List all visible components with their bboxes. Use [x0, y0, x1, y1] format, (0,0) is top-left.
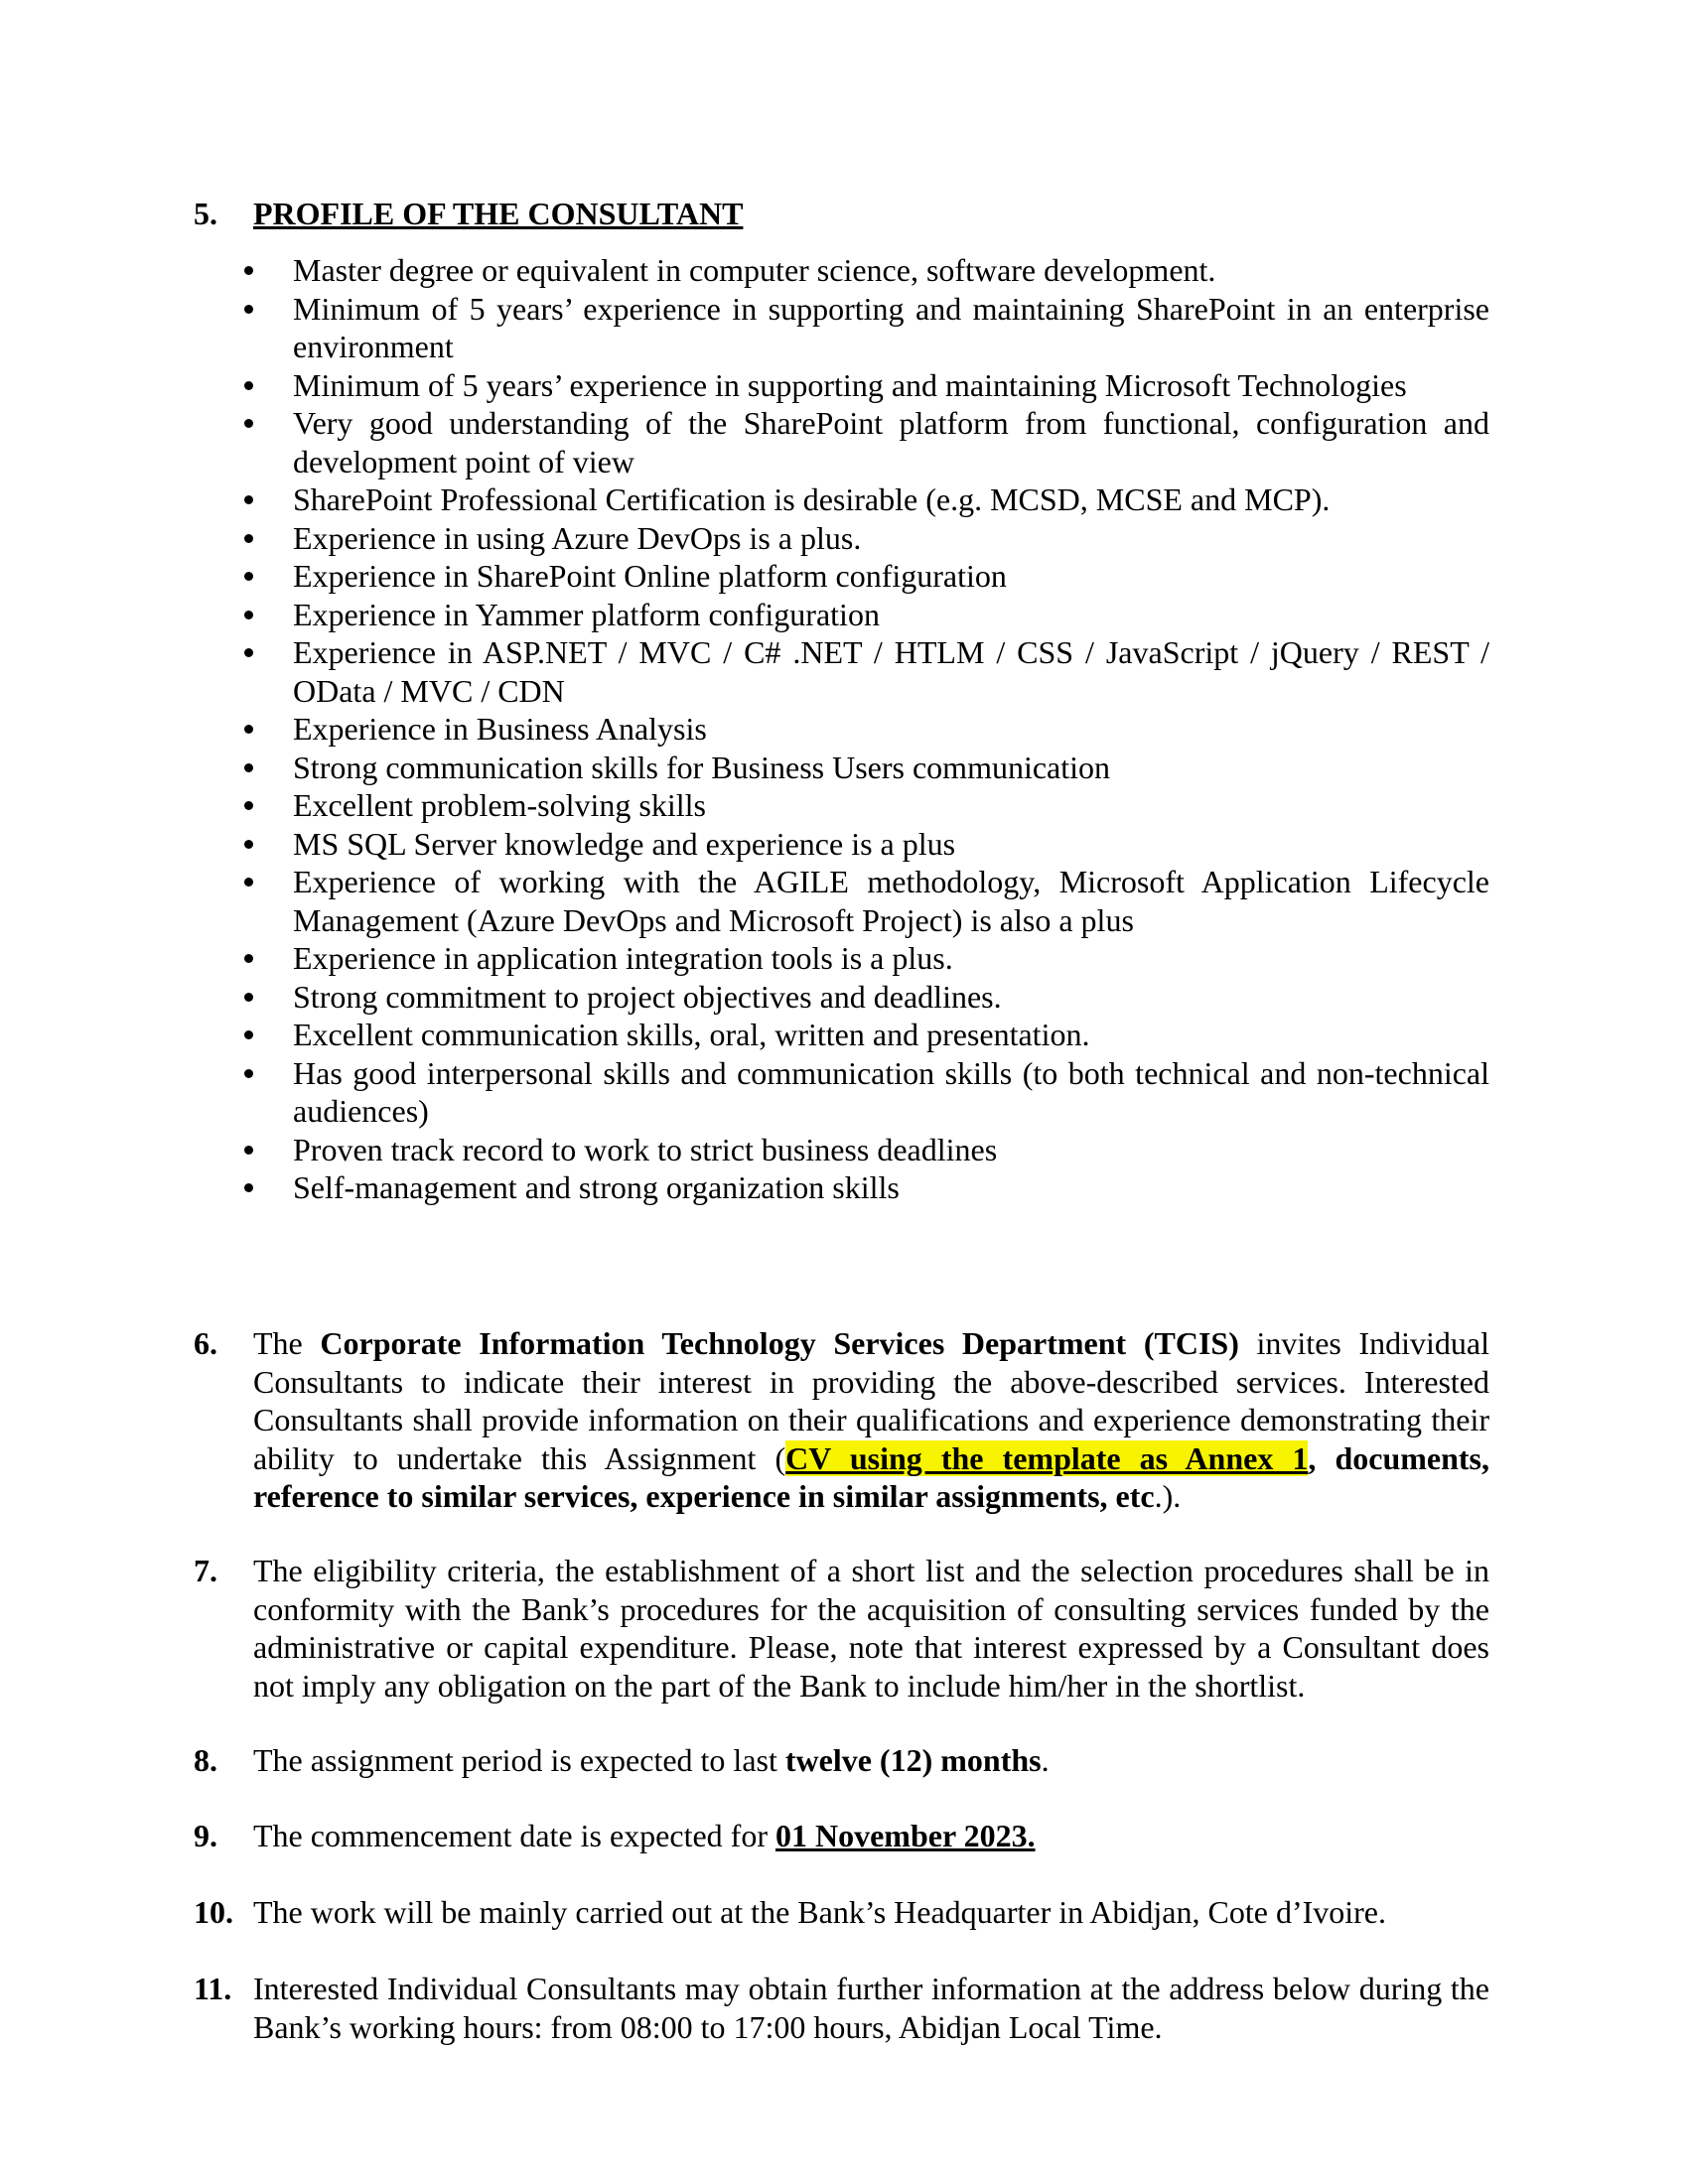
list-item: Experience in Business Analysis [194, 710, 1489, 749]
bullet-icon [244, 993, 253, 1002]
bullet-icon [244, 611, 253, 619]
section-10 [194, 1893, 1489, 1932]
list-item: MS SQL Server knowledge and experience is a plus [194, 825, 1489, 864]
list-item: Experience of working with the AGILE methodology, Microsoft Application Lifecycle Management (Azure DevOps and Microsoft Project) is also a plus [194, 863, 1489, 939]
list-item: SharePoint Professional Certification is desirable (e.g. MCSD, MCSE and MCP). [194, 480, 1489, 519]
list-item: Strong commitment to project objectives and deadlines. [194, 978, 1489, 1017]
list-item: Strong communication skills for Business Users communication [194, 749, 1489, 787]
section-paragraph: The commencement date is expected for 01 November 2023. [253, 1818, 1036, 1853]
bullet-icon [244, 534, 253, 543]
bullet-icon [244, 725, 253, 734]
section-number: 7. [194, 1553, 217, 1588]
bullet-icon [244, 648, 253, 657]
bullet-icon [244, 266, 253, 275]
list-item: Minimum of 5 years’ experience in supporting and maintaining SharePoint in an enterprise environment [194, 290, 1489, 366]
section-paragraph: Interested Individual Consultants may obtain further information at the address below during the Bank’s working hours: from 08:00 to 17:00 hours, Abidjan Local Time. [253, 1971, 1489, 2045]
list-item: Self-management and strong organization skills [194, 1168, 1489, 1207]
commencement-date: 01 November 2023. [774, 1818, 1036, 1853]
list-item: Experience in application integration tools is a plus. [194, 939, 1489, 978]
list-item: Experience in using Azure DevOps is a plus. [194, 519, 1489, 558]
section-number: 10. [194, 1894, 233, 1930]
section-paragraph: The Corporate Information Technology Services Department (TCIS) invites Individual Consultants to indicate their interest in providing the above-described services. Interested Consultants shall provide information on their qualifications and experience demonstrating their ability to undertake this Assignment (CV using the template as Annex 1, documents, reference to similar services, experience in similar assignments, etc.). [253, 1325, 1490, 1514]
section-number: 6. [194, 1325, 217, 1361]
section-title: PROFILE OF THE CONSULTANT [253, 196, 744, 231]
bullet-icon [244, 419, 253, 428]
section-5 [194, 195, 1489, 233]
bullet-icon [244, 801, 253, 810]
bullet-icon [244, 305, 253, 314]
section-number: 9. [194, 1818, 217, 1853]
bullet-icon [244, 495, 253, 504]
section-paragraph: The work will be mainly carried out at the Bank’s Headquarter in Abidjan, Cote d’Ivoire. [253, 1894, 1386, 1930]
bullet-icon [244, 1146, 253, 1155]
list-item: Master degree or equivalent in computer science, software development. [194, 251, 1489, 290]
highlighted-annex-reference: CV using the template as Annex 1 [785, 1439, 1309, 1476]
bullet-icon [244, 381, 253, 390]
list-item: Has good interpersonal skills and communication skills (to both technical and non-technical audiences) [194, 1054, 1489, 1131]
section-paragraph: The assignment period is expected to last twelve (12) months. [253, 1742, 1050, 1778]
bullet-icon [244, 878, 253, 887]
list-item: Proven track record to work to strict business deadlines [194, 1131, 1489, 1169]
list-item: Minimum of 5 years’ experience in supporting and maintaining Microsoft Technologies [194, 366, 1489, 405]
section-6 [194, 1324, 1489, 1516]
section-number: 8. [194, 1742, 217, 1778]
section-11 [194, 1970, 1489, 2046]
list-item: Experience in SharePoint Online platform configuration [194, 557, 1489, 596]
assignment-duration: twelve (12) months [784, 1742, 1042, 1778]
bullet-icon [244, 572, 253, 581]
bullet-icon [244, 1030, 253, 1039]
section-number: 5. [194, 196, 217, 231]
section-paragraph: The eligibility criteria, the establishment of a short list and the selection procedures shall be in conformity with the Bank’s procedures for the acquisition of consulting services funded by the administrative or capital expenditure. Please, note that interest expressed by a Consultant does not imply any obligation on the part of the Bank to include him/her in the shortlist. [253, 1553, 1489, 1704]
bullet-icon [244, 840, 253, 849]
list-item: Experience in ASP.NET / MVC / C# .NET / HTLM / CSS / JavaScript / jQuery / REST / OData / MVC / CDN [194, 633, 1489, 710]
list-item: Excellent communication skills, oral, written and presentation. [194, 1016, 1489, 1054]
section-9 [194, 1817, 1489, 1855]
bullet-icon [244, 1069, 253, 1078]
bullet-icon [244, 763, 253, 772]
section-7 [194, 1552, 1489, 1705]
department-name: Corporate Information Technology Services Department (TCIS) [320, 1325, 1239, 1361]
list-item: Experience in Yammer platform configuration [194, 596, 1489, 634]
bullet-icon [244, 954, 253, 963]
profile-bullet-list [194, 251, 1489, 1207]
bullet-icon [244, 1183, 253, 1192]
list-item: Excellent problem-solving skills [194, 786, 1489, 825]
section-number: 11. [194, 1971, 232, 2006]
list-item: Very good understanding of the SharePoint platform from functional, configuration and development point of view [194, 404, 1489, 480]
section-8 [194, 1741, 1489, 1780]
